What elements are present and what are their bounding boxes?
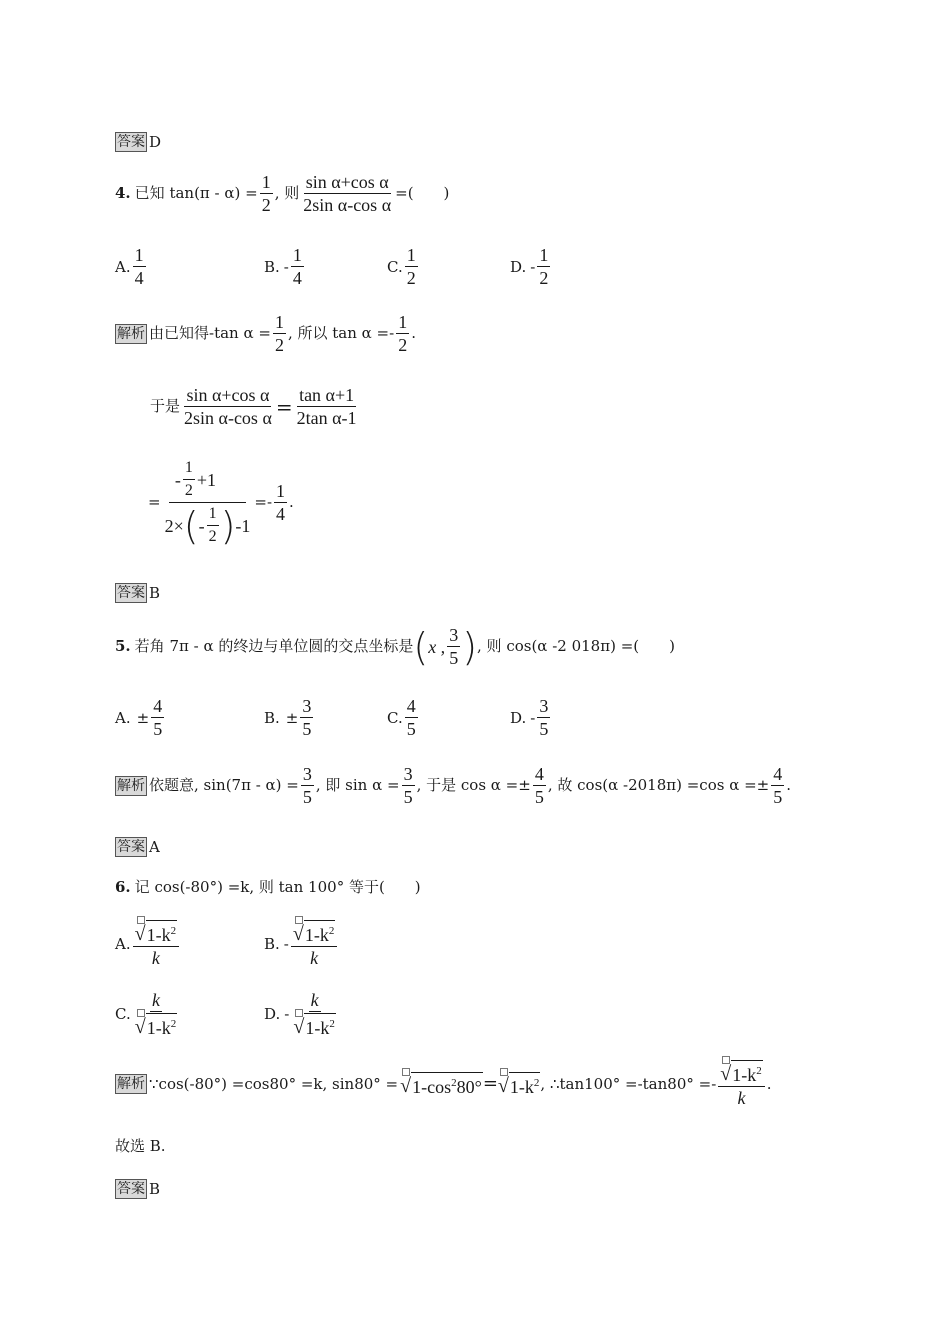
q4-number: 4. xyxy=(115,184,131,202)
q6-option-a: A. √ $1-k^2$ k xyxy=(115,920,181,968)
q5-answer-line xyxy=(115,837,160,857)
q4-option-a: A. $\frac{1}{4}$ xyxy=(115,245,144,288)
q4-complex-fraction: - $\frac{1}{2}$ +1 2× ( - $\frac{1}{2}$ ) -1 xyxy=(164,459,251,548)
q6-number: 6. xyxy=(115,878,131,896)
q5-stem: 5. 若角 7π - α 的终边与单位圆的交点坐标是 ( x , $\frac{3}{5}$ ) , 则 cos(α -2 018π) =( ) xyxy=(115,624,675,669)
q5-number: 5. xyxy=(115,637,131,655)
q4-solution-line3: = - $\frac{1}{2}$ +1 2× ( - $\frac{1}{2}$ ) -1 =- $\frac{1}{4}$ . xyxy=(148,459,294,548)
q4-frac-expression: $\frac{\text{sin α+cos α}}{\text{2sin α-cos α}}$ xyxy=(303,172,392,215)
q4-answer-line xyxy=(115,583,160,603)
answer-value: A xyxy=(149,837,160,856)
q5-option-a: A. ± $\frac{4}{5}$ xyxy=(115,696,163,739)
answer-tag: 答案 xyxy=(117,134,145,150)
answer-tag: 答案 xyxy=(117,839,145,855)
solution-tag: 解析 xyxy=(117,1076,145,1092)
q6-solution: 解析 ∵cos(-80°) =cos80° =k, sin80° = √ $1-\cos^280^\circ$ = √ $1-k^2$ , ∴tan100° =-tan80° =- √ $1-k^2$ k . xyxy=(115,1060,772,1108)
q6-stem: 6. 记 cos(-80°) =k, 则 tan 100° 等于( ) xyxy=(115,878,421,896)
solution-tag: 解析 xyxy=(117,325,145,342)
q4-frac-half: $\frac{1}{2}$ xyxy=(261,172,271,215)
answer-tag: 答案 xyxy=(117,585,145,601)
q5-option-c: C. $\frac{4}{5}$ xyxy=(387,696,416,739)
q6-option-b: B. - √ $1-k^2$ k xyxy=(264,920,339,968)
q5-solution: 解析 依题意, sin(7π - α) = $\frac{3}{5}$ , 即 sin α = $\frac{3}{5}$ , 于是 cos α =± $\frac{4}{5}$ , 故 cos(α -2018π) =cos α =± $\frac{4}{5}$ . xyxy=(117,764,792,807)
q4-option-c: C. $\frac{1}{2}$ xyxy=(387,245,416,288)
q6-conclusion: 故选 B. xyxy=(115,1137,166,1155)
q4-solution-line1: 解析 由已知得-tan α = $\frac{1}{2}$ , 所以 tan α =- $\frac{1}{2}$ . xyxy=(117,312,416,355)
q4-option-d: D. - $\frac{1}{2}$ xyxy=(510,245,549,288)
q4-stem xyxy=(115,172,449,215)
q5-option-d: D. - $\frac{3}{5}$ xyxy=(510,696,549,739)
q6-option-d: D. - k √ $1-k^2$ xyxy=(264,990,335,1038)
answer-tag: 答案 xyxy=(117,1181,145,1197)
solution-tag: 解析 xyxy=(117,777,145,794)
q4-stem-c: =( ) xyxy=(395,184,450,202)
q6-answer-line xyxy=(115,1179,160,1199)
answer-value: B xyxy=(149,1179,161,1198)
answer-value: D xyxy=(149,132,162,151)
q5-option-b: B. ± $\frac{3}{5}$ xyxy=(264,696,312,739)
answer-value: B xyxy=(149,583,161,602)
q4-stem-a: 已知 tan(π - α) = xyxy=(134,184,258,202)
q6-option-c: C. k √ $1-k^2$ xyxy=(115,990,177,1038)
q4-solution-line2: 于是 $\frac{\text{sin α+cos α}}{\text{2sin α-cos α}}$ = $\frac{\text{tan α+1}}{\text{2tan α-1}}$ xyxy=(150,385,357,428)
answer-line-prev xyxy=(115,132,161,152)
q4-stem-b: , 则 xyxy=(274,184,300,202)
q4-option-b: B. - $\frac{1}{4}$ xyxy=(264,245,302,288)
